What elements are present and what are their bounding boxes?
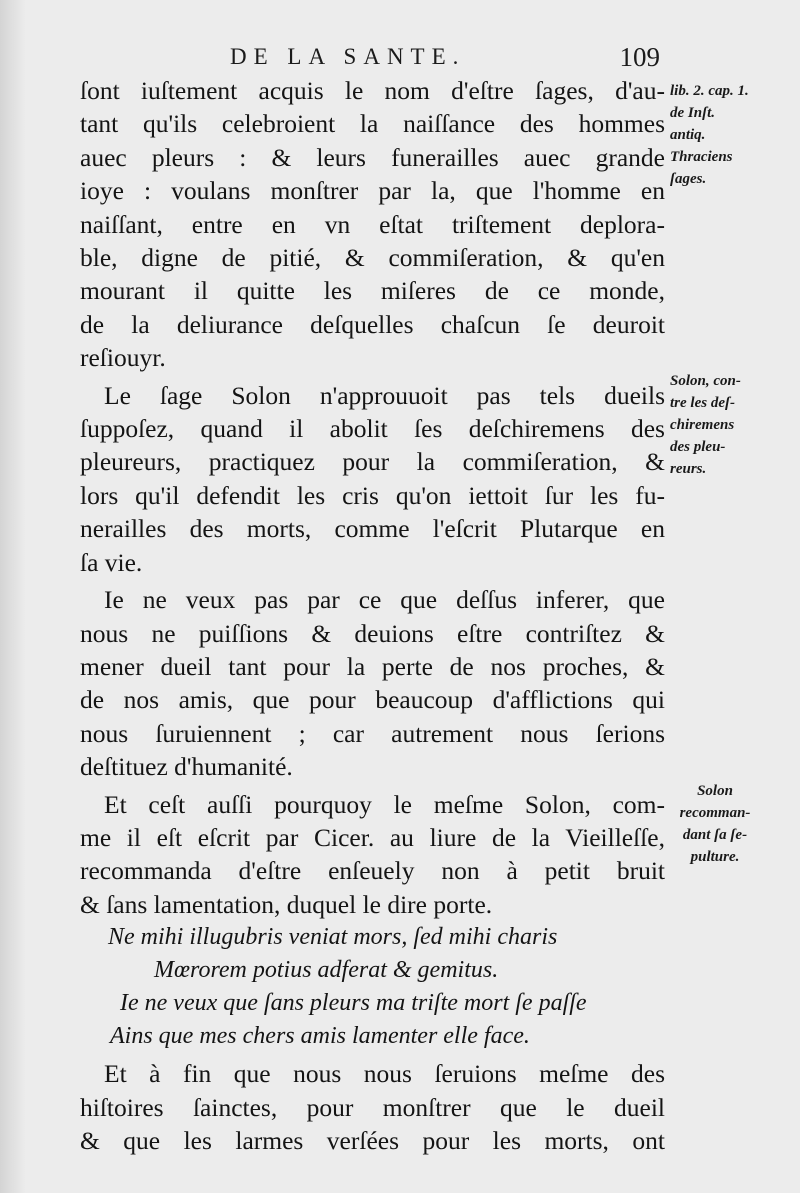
- text-line: deſtituez d'humanité.: [80, 752, 293, 782]
- note-line: pulture.: [690, 849, 740, 865]
- text-line: pleureurs, practiquez pour la commiſeration, &: [80, 447, 665, 477]
- text-line: reſiouyr.: [80, 343, 166, 373]
- verse-line: Ains que mes chers amis lamenter elle face.: [110, 1023, 530, 1050]
- note-line: antiq.: [670, 127, 706, 143]
- note-line: lib. 2. cap. 1.: [670, 83, 749, 99]
- text-line: mener dueil tant pour la perte de nos proches, &: [80, 651, 665, 681]
- text-line: ſuppoſez, quand il abolit ſes deſchiremens des: [80, 414, 665, 444]
- text-line: recommanda d'eſtre enſeuely non à petit bruit: [80, 856, 665, 886]
- note-line: chiremens: [670, 417, 735, 433]
- note-line: dant ſa ſe-: [682, 827, 748, 843]
- text-line: auec pleurs : & leurs funerailles auec grande: [80, 142, 665, 172]
- page-number: 109: [619, 42, 660, 72]
- main-text: [80, 74, 665, 1157]
- note-line: de Inſt.: [670, 105, 715, 121]
- margin-note-solon: [670, 370, 790, 480]
- text-line: ioye : voulans monſtrer par la, que l'homme en: [80, 176, 665, 206]
- text-line: ble, digne de pitié, & commiſeration, & qu'en: [80, 243, 665, 273]
- text-line: ſont iuſtement acquis le nom d'eſtre ſages, d'au-: [80, 76, 665, 105]
- verse-line: Ie ne veux que ſans pleurs ma triſte mort ſe paſſe: [120, 990, 587, 1017]
- verse-quotation: [80, 921, 665, 1053]
- note-line: Solon, con-: [670, 373, 741, 389]
- text-line: Et ceſt auſſi pourquoy le meſme Solon, com-: [104, 789, 665, 819]
- text-line: ſa vie.: [80, 547, 143, 577]
- text-line: de la deliurance deſquelles chaſcun ſe deuroit: [80, 309, 665, 339]
- margin-note-thraciens: [670, 80, 790, 190]
- text-line: de nos amis, que pour beaucoup d'afflictions qui: [80, 685, 665, 715]
- note-line: ſages.: [670, 171, 707, 187]
- text-line: nous ſuruiennent ; car autrement nous ſerions: [80, 718, 665, 748]
- text-line: naiſſant, entre en vn eſtat triſtement deplora-: [80, 209, 665, 239]
- text-line: Ie ne veux pas par ce que deſſus inferer, que: [104, 585, 665, 615]
- running-title: DE LA SANTE.: [230, 44, 466, 69]
- paragraph-1: [80, 74, 665, 375]
- text-line: Et à fin que nous nous ſeruions meſme des: [104, 1059, 665, 1089]
- paragraph-3: [80, 583, 665, 783]
- verse-line: Ne mihi illugubris veniat mors, ſed mihi charis: [108, 924, 558, 951]
- note-line: des pleu-: [670, 439, 726, 455]
- note-line: recomman-: [679, 805, 751, 821]
- page-gutter-shadow: [0, 0, 26, 1193]
- text-line: nous ne puiſſions & deuions eſtre contriſtez &: [80, 618, 665, 648]
- paragraph-5: [80, 1057, 665, 1157]
- verse-line: Mœrorem potius adferat & gemitus.: [154, 957, 499, 984]
- text-line: & ſans lamentation, duquel le dire porte.: [80, 889, 493, 919]
- text-line: & que les larmes verſées pour les morts, ont: [80, 1125, 665, 1155]
- note-line: reurs.: [670, 461, 707, 477]
- text-line: me il eſt eſcrit par Cicer. au liure de la Vieilleſſe,: [80, 822, 665, 852]
- text-line: lors qu'il defendit les cris qu'on iettoit ſur les fu-: [80, 480, 665, 510]
- margin-note-sepulture: [670, 780, 760, 868]
- text-line: tant qu'ils celebroient la naiſſance des hommes: [80, 109, 665, 139]
- text-line: nerailles des morts, comme l'eſcrit Plutarque en: [80, 514, 665, 544]
- note-line: tre les deſ-: [670, 395, 735, 411]
- text-line: hiſtoires ſainctes, pour monſtrer que le dueil: [80, 1092, 665, 1122]
- paragraph-4: [80, 788, 665, 922]
- text-line: Le ſage Solon n'approuuoit pas tels dueils: [104, 380, 665, 410]
- note-line: Solon: [697, 783, 733, 799]
- text-line: mourant il quitte les miſeres de ce monde,: [80, 276, 665, 306]
- note-line: Thraciens: [670, 149, 733, 165]
- paragraph-2: [80, 379, 665, 579]
